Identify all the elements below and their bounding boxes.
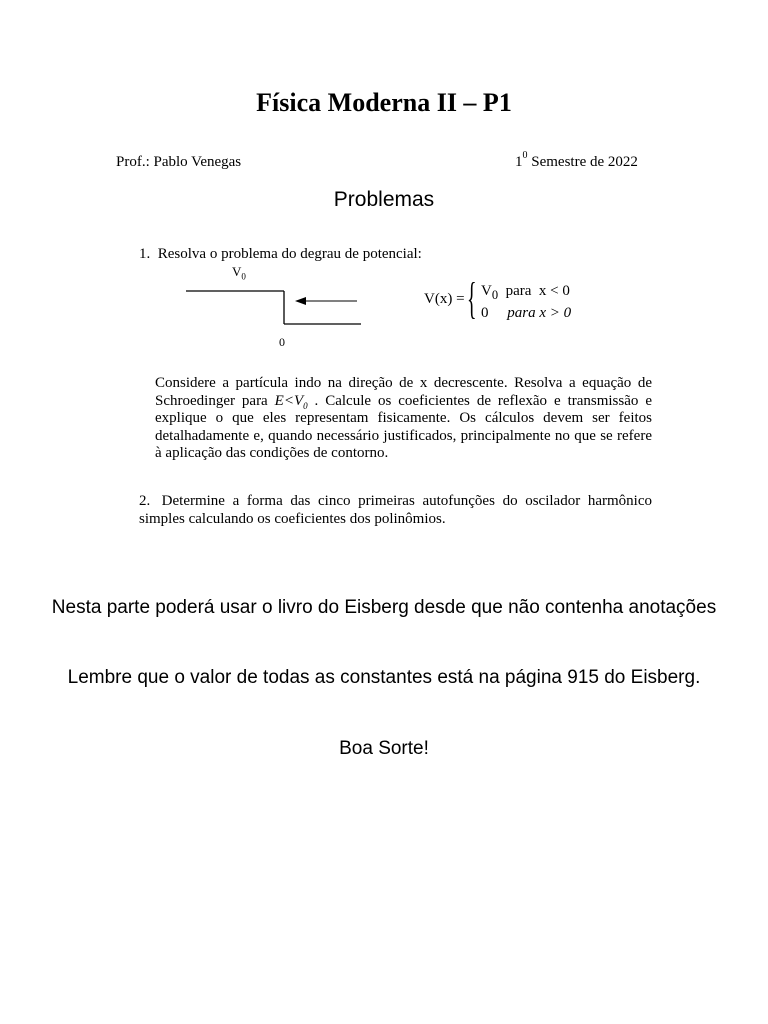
formula-case-2: 0 para x > 0 xyxy=(481,305,572,321)
section-title: Problemas xyxy=(333,188,435,211)
page-title: Física Moderna II – P1 xyxy=(256,88,512,117)
formula-lhs: V(x) = xyxy=(424,291,465,307)
diagram-zero-label: 0 xyxy=(279,335,285,349)
professor-name: Prof.: Pablo Venegas xyxy=(116,154,242,170)
problem-1-paragraph: Considere a partícula indo na direção de x decrescente. Resolva a equação de Schroedinger para $E<V_0$ . Calcule os coeficientes de reflexão e transmissão e explique o que eles representam fisicamente. Os cálculos devem ser feitos detalhadamente e, quando necessário justificados, principalmente no que se refere à aplicação das condições de contorno. xyxy=(155,375,652,461)
formula-brace: { xyxy=(467,274,477,323)
diagram-v0-label: $V_0$ xyxy=(232,264,246,282)
semester-label: $1^0$ Semestre de 2022 xyxy=(515,150,638,170)
problem-1-heading: 1. Resolva o problema do degrau de potencial: xyxy=(139,246,422,262)
incoming-arrow-head xyxy=(295,297,306,305)
note-constants: Lembre que o valor de todas as constantes está na página 915 do Eisberg. xyxy=(67,667,701,688)
problem-2: 2. Determine a forma das cinco primeiras autofunções do oscilador harmônico simples calculando os coeficientes dos polinômios. xyxy=(139,493,652,527)
formula-case-1: $V_0$ para x < 0 xyxy=(481,283,570,302)
closing-text: Boa Sorte! xyxy=(339,738,429,759)
note-book-usage: Nesta parte poderá usar o livro do Eisberg desde que não contenha anotações xyxy=(51,597,717,618)
